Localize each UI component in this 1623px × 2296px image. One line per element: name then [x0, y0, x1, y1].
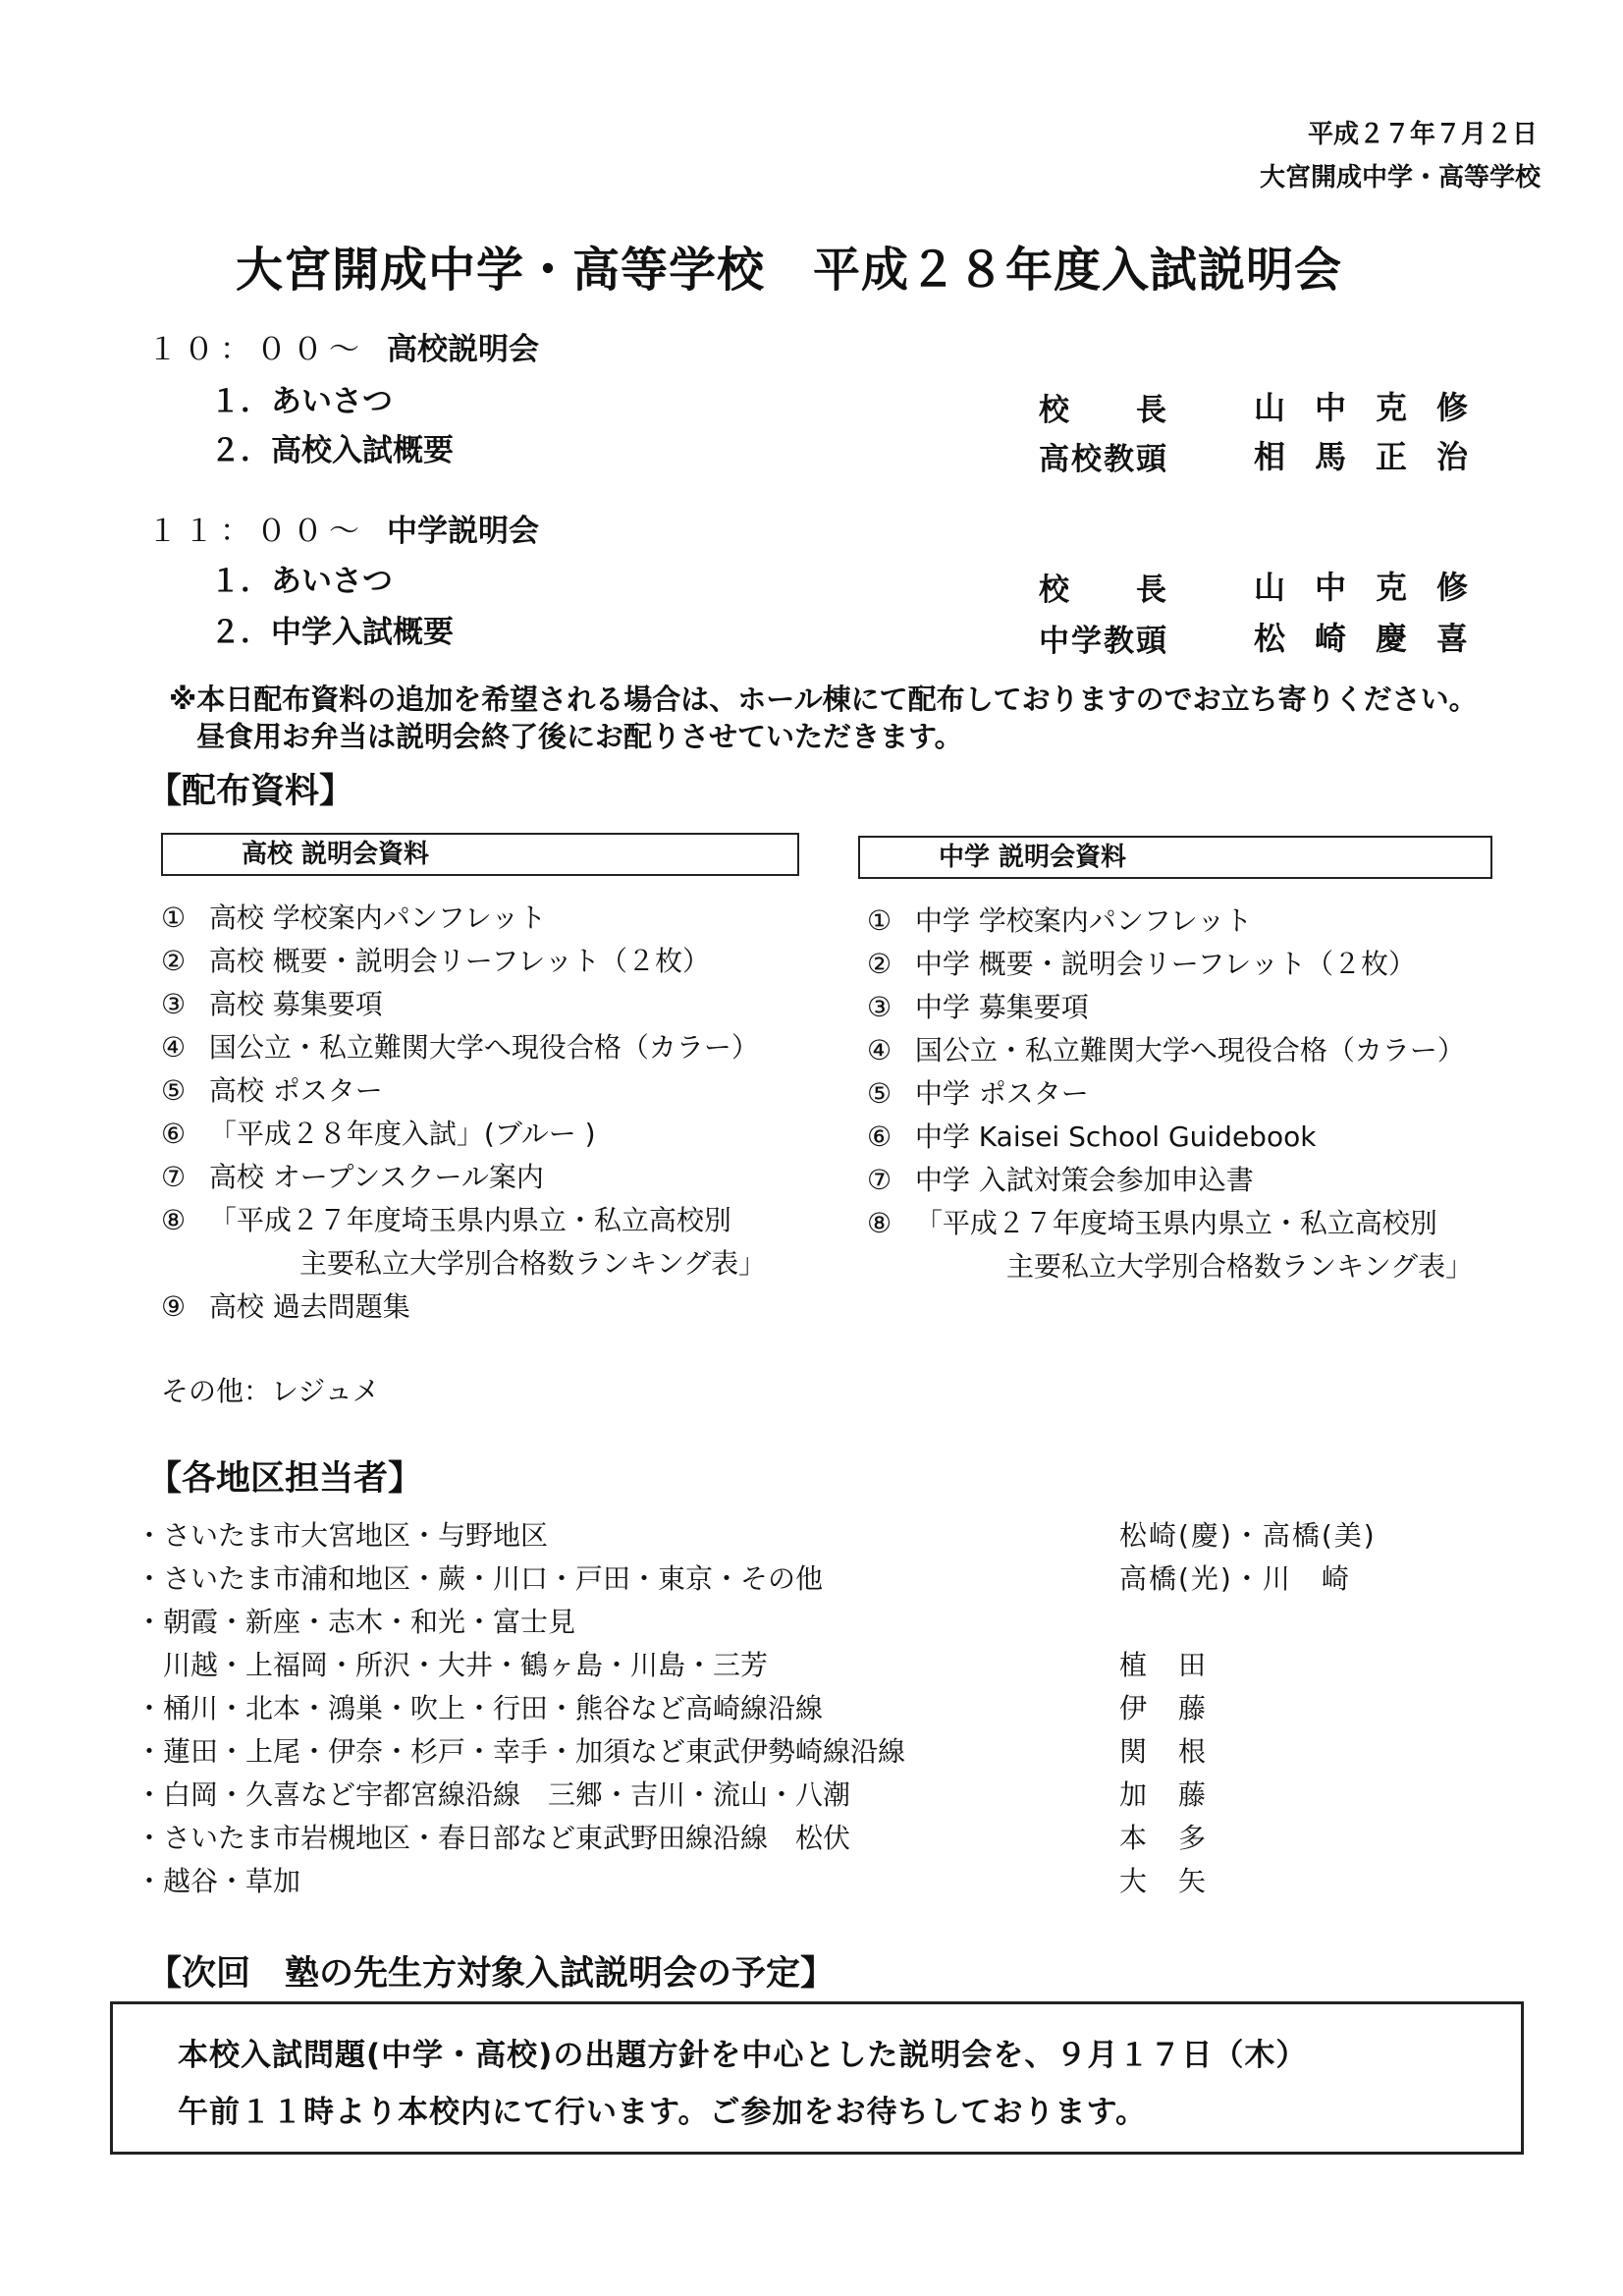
speaker-name: 相馬正治 [1254, 438, 1498, 475]
next-seminar-line: 午前１１時より本校内にて行います。ご参加をお待ちしております。 [178, 2095, 1148, 2130]
material-item: ⑥ 中学 Kaisei School Guidebook [867, 1121, 1317, 1153]
material-item: ② 高校 概要・説明会リーフレット（２枚） [161, 945, 711, 977]
session-heading-high [147, 324, 539, 368]
document-date: 平成２７年７月２日 [1307, 120, 1538, 149]
material-item: ③ 中学 募集要項 [867, 991, 1089, 1023]
session-time: １１：００～ [147, 514, 365, 549]
issuer-name: 大宮開成中学・高等学校 [1259, 163, 1541, 192]
material-item: ⑦ 中学 入試対策会参加申込書 [867, 1164, 1254, 1196]
session-name: 中学説明会 [387, 514, 539, 549]
other-materials: その他：レジュメ [161, 1375, 380, 1407]
session-item-label: ２．高校入試概要 [210, 433, 454, 468]
district-staff: 松崎(慶)・高橋(美) [1119, 1519, 1377, 1552]
speaker-role: 校 長 [1039, 393, 1168, 428]
session-heading-junior [147, 506, 539, 550]
material-item: ⑧ 「平成２７年度埼玉県内県立・私立高校別 [867, 1207, 1437, 1239]
districts-heading: 【各地区担当者】 [147, 1459, 423, 1499]
high-materials-title [161, 833, 799, 876]
district-area: ・越谷・草加 [135, 1865, 301, 1897]
next-seminar-heading: 【次回 塾の先生方対象入試説明会の予定】 [147, 1954, 836, 1994]
district-area: ・白岡・久喜など宇都宮線沿線 三郷・吉川・流山・八潮 [135, 1778, 851, 1811]
district-area: ・さいたま市浦和地区・蕨・川口・戸田・東京・その他 [135, 1562, 824, 1595]
material-item: ④ 国公立・私立難関大学へ現役合格（カラー） [161, 1031, 759, 1064]
materials-heading: 【配布資料】 [147, 772, 354, 811]
district-area: ・桶川・北本・鴻巣・吹上・行田・熊谷など高崎線沿線 [135, 1692, 824, 1724]
session-item-label: １．あいさつ [210, 564, 393, 599]
speaker-role: 中学教頭 [1039, 624, 1168, 659]
material-item: ② 中学 概要・説明会リーフレット（２枚） [867, 948, 1417, 980]
page-title: 大宮開成中学・高等学校 平成２８年度入試説明会 [236, 243, 1343, 298]
district-staff: 関 根 [1119, 1735, 1209, 1768]
notice-line: 昼食用お弁当は説明会終了後にお配りさせていただきます。 [196, 720, 963, 753]
junior-materials-title [858, 836, 1492, 879]
session-time: １０：００～ [147, 332, 365, 367]
material-item: ⑦ 高校 オープンスクール案内 [161, 1161, 544, 1193]
district-area: 川越・上福岡・所沢・大井・鶴ヶ島・川島・三芳 [135, 1649, 769, 1681]
session-item-label: ２．中学入試概要 [210, 615, 454, 650]
material-item: ① 高校 学校案内パンフレット [161, 902, 547, 934]
district-area: ・さいたま市岩槻地区・春日部など東武野田線沿線 松伏 [135, 1822, 851, 1854]
district-staff: 伊 藤 [1119, 1692, 1209, 1724]
speaker-name: 山中克修 [1254, 569, 1498, 606]
material-item: ⑤ 中学 ポスター [867, 1077, 1089, 1110]
speaker-role: 校 長 [1039, 573, 1168, 608]
notice-line: ※本日配布資料の追加を希望される場合は、ホール棟にて配布しておりますのでお立ち寄りください。 [169, 683, 1478, 716]
district-staff: 大 矢 [1119, 1865, 1209, 1897]
material-item: ⑨ 高校 過去問題集 [161, 1290, 410, 1323]
material-item: ⑧ 「平成２７年度埼玉県内県立・私立高校別 [161, 1204, 731, 1236]
speaker-name: 山中克修 [1254, 389, 1498, 426]
district-staff: 植 田 [1119, 1649, 1209, 1681]
high-materials-title-text: 高校 説明会資料 [242, 840, 430, 869]
session-item-label: １．あいさつ [210, 384, 393, 419]
material-item: ⑥ 「平成２８年度入試」(ブルー ) [161, 1118, 596, 1150]
material-item-continued: 主要私立大学別合格数ランキング表」 [1006, 1250, 1474, 1283]
session-name: 高校説明会 [387, 332, 539, 367]
district-area: ・さいたま市大宮地区・与野地区 [135, 1519, 549, 1552]
district-staff: 加 藤 [1119, 1778, 1209, 1811]
speaker-name: 松崎慶喜 [1254, 620, 1498, 657]
material-item: ③ 高校 募集要項 [161, 988, 383, 1020]
material-item: ⑤ 高校 ポスター [161, 1074, 383, 1107]
material-item-continued: 主要私立大学別合格数ランキング表」 [299, 1247, 767, 1280]
next-seminar-line: 本校入試問題(中学・高校)の出題方針を中心とした説明会を、９月１７日（木） [178, 2038, 1308, 2073]
district-area: ・蓮田・上尾・伊奈・杉戸・幸手・加須など東武伊勢崎線沿線 [135, 1735, 906, 1768]
district-area: ・朝霞・新座・志木・和光・富士見 [135, 1606, 576, 1638]
district-staff: 本 多 [1119, 1822, 1209, 1854]
junior-materials-title-text: 中学 説明会資料 [939, 843, 1127, 872]
next-seminar-box [110, 2001, 1524, 2155]
speaker-role: 高校教頭 [1039, 442, 1168, 477]
district-staff: 高橋(光)・川 崎 [1119, 1562, 1351, 1595]
material-item: ① 中学 学校案内パンフレット [867, 904, 1253, 937]
material-item: ④ 国公立・私立難関大学へ現役合格（カラー） [867, 1034, 1465, 1066]
